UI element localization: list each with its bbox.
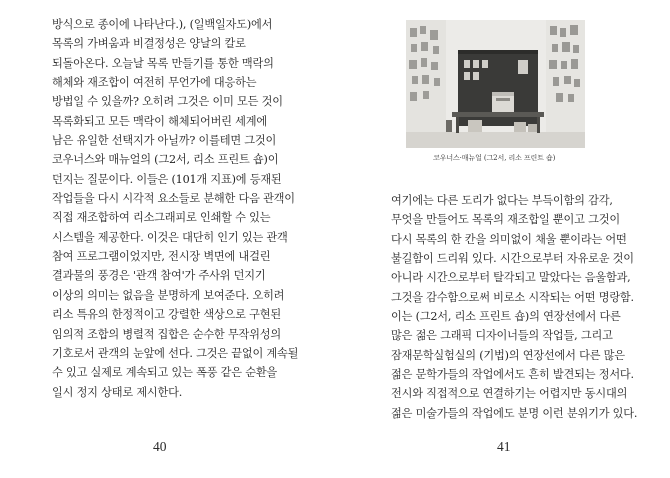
figure-caption: 코우너스·매뉴얼 (그2서, 리소 프린트 숍) xyxy=(433,154,556,162)
text-line: 전시와 직접적으로 연결하기는 어렵지만 동시대의 xyxy=(391,387,628,401)
text-line: 시스템을 제공한다. 이것은 대단히 인기 있는 관객 xyxy=(52,230,288,244)
text-line: 아니라 시간으로부터 탈각되고 말았다는 음울함과, xyxy=(391,271,631,285)
text-line: 이는 (그2서, 리소 프린트 숍)의 연장선에서 다른 xyxy=(391,310,621,324)
text-line: 방식으로 종이에 나타난다.), (일백일자도)에서 xyxy=(52,18,273,31)
text-line: 다시 목록의 한 칸을 의미없이 채울 뿐이라는 어떤 xyxy=(391,232,627,246)
text-line: 직접 재조합하여 리소그래피로 인쇄할 수 있는 xyxy=(52,211,271,225)
text-line: 이상의 의미는 없음을 분명하게 보여준다. 오히려 xyxy=(52,288,285,302)
text-line: 남은 유일한 선택지가 아닐까? 이를테면 그것이 xyxy=(52,134,277,148)
text-line: 일시 정지 상태로 제시한다. xyxy=(52,385,183,399)
text-line: 무엇을 만들어도 목록의 재조합일 뿐이고 그것이 xyxy=(391,213,620,227)
text-line: 젊은 미술가들의 작업에도 분명 이런 분위기가 있다. xyxy=(391,406,638,420)
text-line: 수 있고 실제로 계속되고 있는 폭풍 같은 순환을 xyxy=(52,366,278,380)
text-line: 임의적 조합의 병렬적 집합은 순수한 무작위성의 xyxy=(52,327,281,341)
text-line: 젊은 문학가들의 작업에서도 흔히 발견되는 정서다. xyxy=(391,368,634,382)
text-line: 많은 젊은 그래픽 디자이너들의 작업들, 그리고 xyxy=(391,329,613,343)
page-number: 40 xyxy=(153,439,167,454)
text-line: 작업들을 다시 시각적 요소들로 분해한 다음 관객이 xyxy=(52,192,295,206)
text-line: 리소 특유의 한정적이고 강렬한 색상으로 구현된 xyxy=(52,308,281,322)
page-number: 41 xyxy=(497,439,511,454)
text-line: 코우너스와 매뉴얼의 (그2서, 리소 프린트 숍)이 xyxy=(52,153,279,167)
text-line: 목록화되고 모든 맥락이 해체되어버린 세계에 xyxy=(52,114,267,128)
text-line: 여기에는 다른 도리가 없다는 부득이함의 감각, xyxy=(391,194,613,207)
left-page-body xyxy=(52,15,298,402)
text-line: 잠재문학실험실의 (기법)의 연장선에서 다른 많은 xyxy=(391,348,625,362)
text-line: 해체와 재조합이 여전히 무언가에 대응하는 xyxy=(52,76,257,90)
installation-photo xyxy=(406,20,585,148)
text-line: 되돌아온다. 오늘날 목록 만들기를 통한 맥락의 xyxy=(52,56,274,70)
text-line: 목록의 가벼움과 비결정성은 양날의 칼로 xyxy=(52,37,246,51)
text-line: 던지는 질문이다. 이들은 (101개 지표)에 등재된 xyxy=(52,172,282,186)
right-page-body xyxy=(391,191,637,423)
text-line: 불길함이 드리워 있다. 시간으로부터 자유로운 것이 xyxy=(391,252,634,266)
text-line: 그것을 감수함으로써 비로소 시작되는 어떤 명랑함. xyxy=(391,290,634,304)
right-page xyxy=(335,0,670,478)
text-line: 방법일 수 있을까? 오히려 그것은 이미 모든 것이 xyxy=(52,95,283,109)
text-line: 결과물의 풍경은 '관객 참여'가 주사위 던지기 xyxy=(52,269,266,283)
text-line: 기호로서 관객의 눈앞에 선다. 그것은 끝없이 계속될 xyxy=(52,346,299,360)
text-line: 참여 프로그램이었지만, 전시장 벽면에 내걸린 xyxy=(52,250,271,264)
